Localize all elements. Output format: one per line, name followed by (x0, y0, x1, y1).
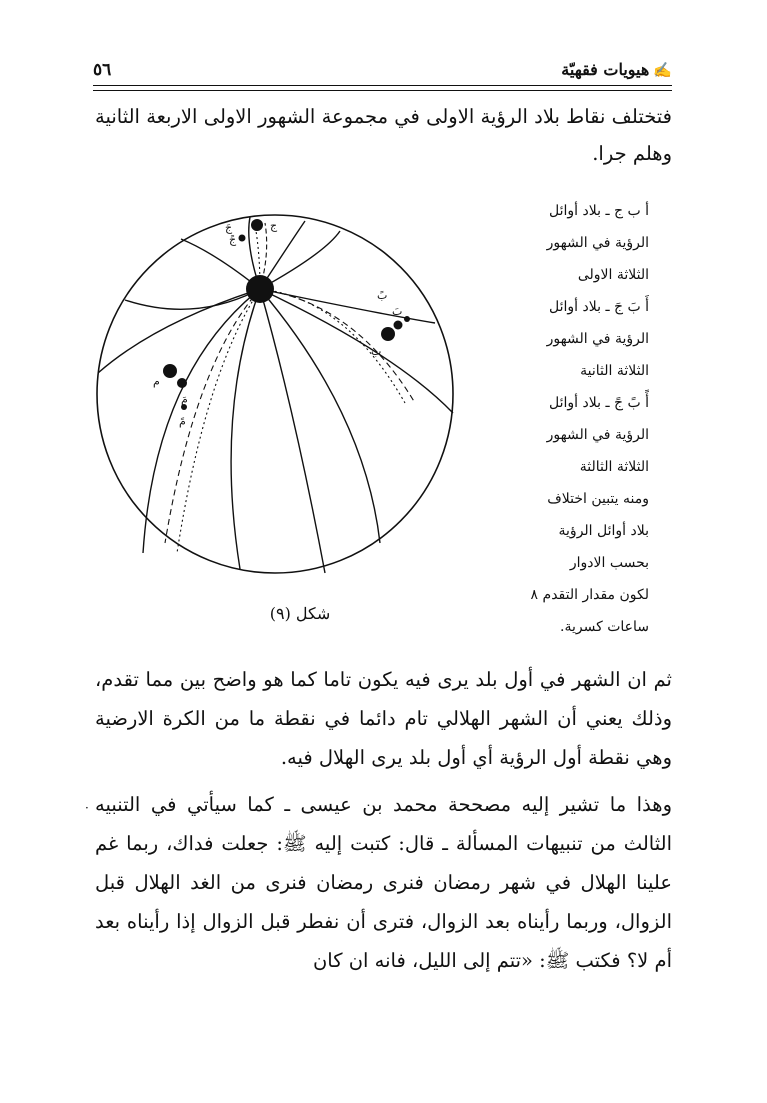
header-rule-thick (93, 85, 672, 86)
figure-legend (517, 195, 649, 643)
legend-line: الثلاثة الاولى (577, 267, 649, 283)
legend-line: بحسب الادوار (569, 555, 649, 571)
label-left-c: مً (179, 415, 186, 428)
legend-line: الثلاثة الثانية (580, 363, 649, 379)
label-right-c: بً (377, 289, 388, 302)
legend-line: بلاد أوائل الرؤية (558, 523, 649, 539)
label-right-a: ب (371, 345, 382, 358)
legend-line: أً بً جً ـ بلاد أوائل (549, 395, 649, 411)
pole-dot (246, 275, 274, 303)
label-left-b: مَ (181, 393, 188, 406)
label-top-a: ج (270, 219, 278, 232)
label-top-c: جً (229, 233, 237, 246)
legend-line: الرؤية في الشهور (546, 427, 649, 443)
header-rule-thin (93, 90, 672, 91)
meridians (98, 217, 453, 573)
legend-line: ومنه يتبين اختلاف (547, 491, 649, 507)
dot-top-small (239, 235, 246, 242)
legend-line: لكون مقدار التقدم ٨ (530, 587, 649, 603)
label-right-b: بَ (392, 305, 403, 318)
page-header (93, 60, 672, 84)
legend-line: الثلاثة الثالثة (579, 459, 649, 475)
legend-line: أ ب ج ـ بلاد أوائل (549, 203, 649, 219)
legend-line: الرؤية في الشهور (546, 331, 649, 347)
legend-line: الرؤية في الشهور (546, 235, 649, 251)
label-top-b: جَ (225, 221, 233, 234)
book-title (561, 60, 672, 79)
paragraph-intro: فتختلف نقاط بلاد الرؤية الاولى في مجموعة الشهور الاولى الاربعة الثانية وهلم جرا. (95, 105, 672, 165)
globe-figure (95, 213, 455, 575)
quill-icon: ✍ (653, 61, 672, 79)
dot-right-mid (394, 321, 403, 330)
page-number: ٥٦ (93, 60, 112, 80)
dot-top (251, 219, 263, 231)
paragraph-full-month: ثم ان الشهر في أول بلد يرى فيه يكون تاما كما هو واضح بين مما تقدم، وذلك يعني أن الشهر الهلالي تام دائما في نقطة ما من الكرة الارضية وهي نقطة أول الرؤية أي أول بلد يرى الهلال فيه. (95, 668, 672, 769)
dot-right-small (404, 316, 410, 322)
dot-left-large (163, 364, 177, 378)
legend-line: أَ بَ جَ ـ بلاد أوائل (549, 299, 649, 315)
legend-line: ساعات كسرية. (560, 619, 649, 635)
label-left-a: م (153, 375, 160, 388)
figure-caption: شكل (٩) (269, 604, 331, 623)
book-title-text: هيويات فقهيّة (561, 60, 650, 79)
dot-right-large (381, 327, 395, 341)
bullet-marker: · (85, 801, 89, 815)
paragraph-hadith: وهذا ما تشير إليه مصححة محمد بن عيسى ـ كما سيأتي في التنبيه الثالث من تنبيهات المسألة ـ قال: كتبت إليه ﷺ: جعلت فداك، ربما غم علينا الهلال في شهر رمضان فنرى رمضان فنرى من الغد الهلال قبل الزوال، وربما رأيناه بعد الزوال، فترى أن نفطر قبل الزوال إذا رأيناه بعد أم لا؟ فكتب ﷺ: «تتم إلى الليل، فانه ان كان (95, 793, 672, 972)
dot-left-mid (177, 378, 187, 388)
